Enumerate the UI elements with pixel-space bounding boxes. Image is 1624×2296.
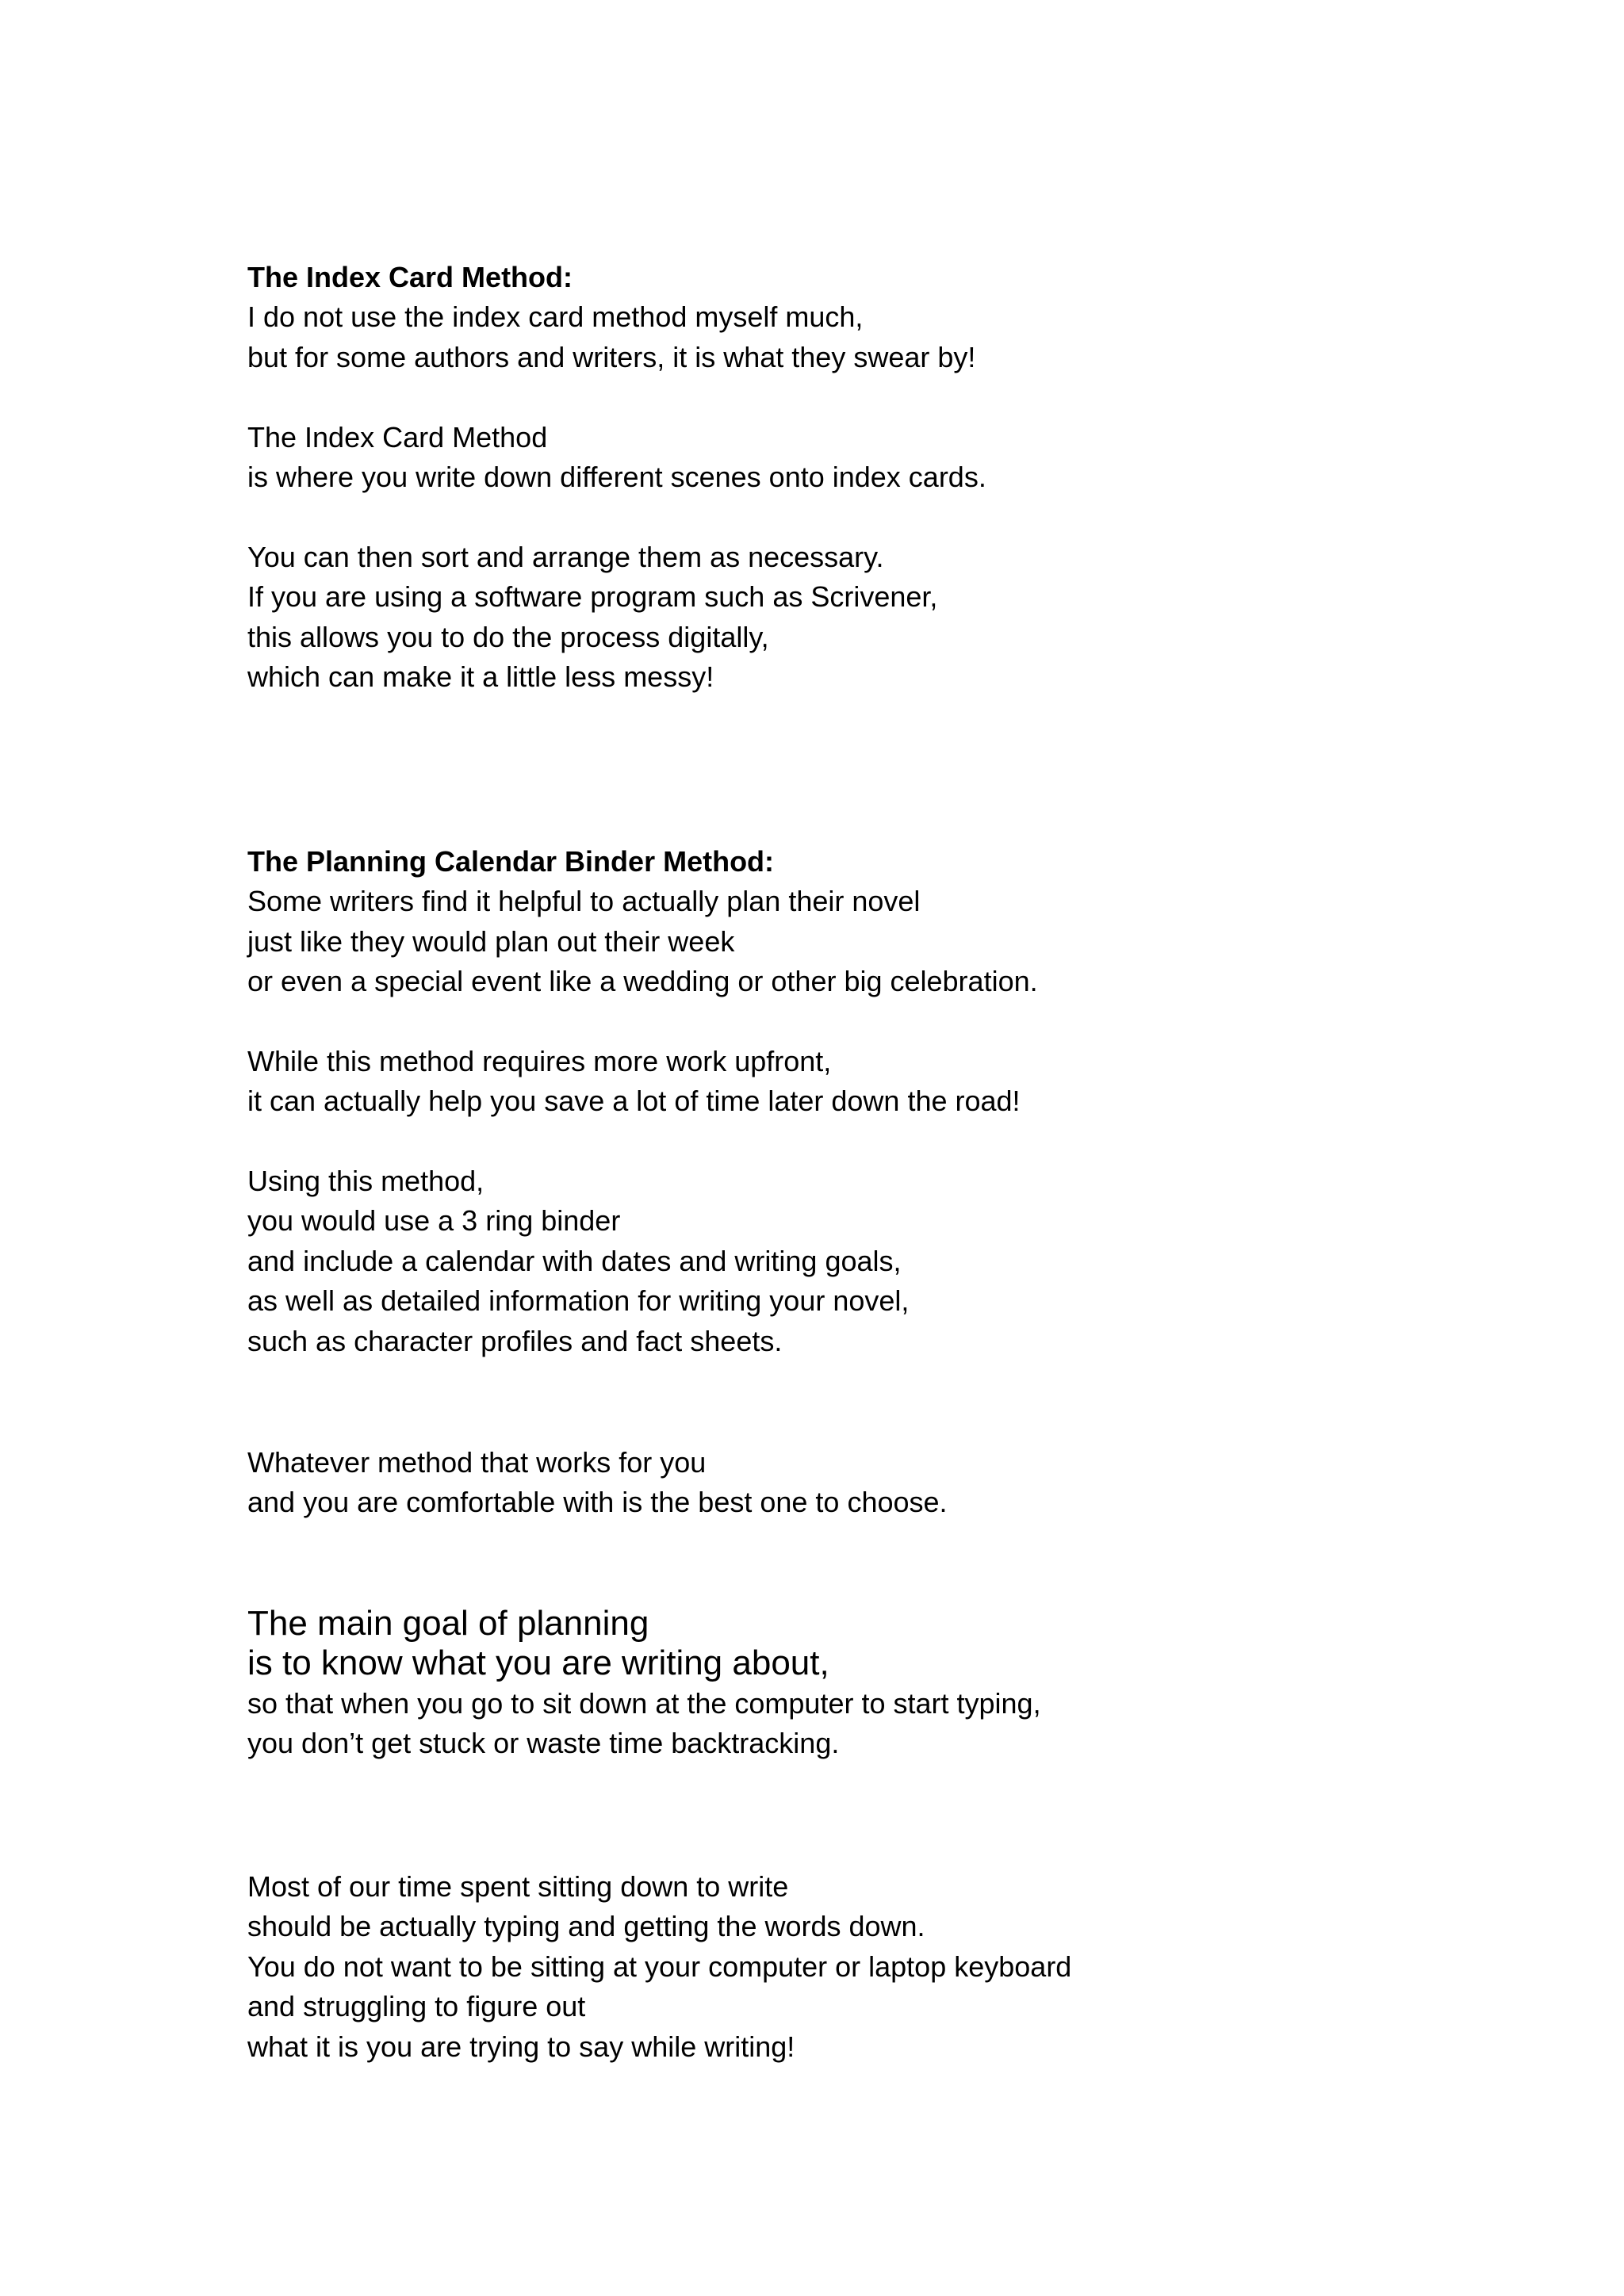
- planning-calendar-heading: The Planning Calendar Binder Method:: [247, 845, 775, 878]
- index-card-details-line: You can then sort and arrange them as necessary.: [247, 541, 884, 573]
- index-card-heading: The Index Card Method:: [247, 261, 573, 293]
- index-card-details-line: this allows you to do the process digitally,: [247, 620, 769, 653]
- planning-calendar-intro-line: Some writers find it helpful to actually plan their novel: [247, 885, 921, 918]
- index-card-details-block: [247, 538, 1516, 698]
- planning-calendar-heading-block: [247, 842, 1516, 1002]
- closing-line: Most of our time spent sitting down to write: [247, 1870, 789, 1903]
- closing-block: [247, 1867, 1516, 2067]
- planning-calendar-intro-line: or even a special event like a wedding or other big celebration.: [247, 965, 1038, 998]
- conclusion-choose-block: [247, 1443, 1516, 1523]
- planning-calendar-usage-line: you would use a 3 ring binder: [247, 1204, 621, 1238]
- index-card-definition-line: The Index Card Method: [247, 421, 548, 453]
- conclusion-choose-line: Whatever method that works for you: [247, 1446, 707, 1479]
- index-card-definition-block: [247, 418, 1516, 498]
- index-card-intro-line: I do not use the index card method myself much,: [247, 300, 864, 334]
- main-goal-large-line: is to know what you are writing about,: [247, 1644, 829, 1683]
- main-goal-block: [247, 1604, 1516, 1764]
- planning-calendar-benefit-block: [247, 1042, 1516, 1122]
- main-goal-line: you don’t get stuck or waste time backtracking.: [247, 1727, 840, 1760]
- planning-calendar-usage-line: Using this method,: [247, 1165, 485, 1197]
- index-card-definition-line: is where you write down different scenes onto index cards.: [247, 461, 986, 494]
- planning-calendar-usage-line: and include a calendar with dates and writing goals,: [247, 1244, 902, 1277]
- planning-calendar-usage-line: as well as detailed information for writing your novel,: [247, 1284, 910, 1318]
- planning-calendar-usage-block: [247, 1161, 1516, 1361]
- main-goal-large-line: The main goal of planning: [247, 1604, 649, 1643]
- closing-line: and struggling to figure out: [247, 1990, 586, 2023]
- index-card-intro-line: but for some authors and writers, it is what they swear by!: [247, 340, 976, 373]
- index-card-heading-block: [247, 258, 1516, 377]
- closing-line: should be actually typing and getting the words down.: [247, 1910, 925, 1943]
- planning-calendar-benefit-line: it can actually help you save a lot of time later down the road!: [247, 1085, 1021, 1118]
- main-goal-line: so that when you go to sit down at the computer to start typing,: [247, 1686, 1041, 1720]
- conclusion-choose-line: and you are comfortable with is the best one to choose.: [247, 1486, 948, 1519]
- index-card-details-line: If you are using a software program such as Scrivener,: [247, 580, 938, 614]
- closing-line: You do not want to be sitting at your computer or laptop keyboard: [247, 1950, 1072, 1983]
- planning-calendar-usage-line: such as character profiles and fact sheets.: [247, 1324, 783, 1357]
- closing-line: what it is you are trying to say while writing!: [247, 2030, 795, 2063]
- index-card-details-line: which can make it a little less messy!: [247, 660, 714, 694]
- planning-calendar-intro-line: just like they would plan out their week: [247, 924, 735, 958]
- planning-calendar-benefit-line: While this method requires more work upfront,: [247, 1045, 832, 1077]
